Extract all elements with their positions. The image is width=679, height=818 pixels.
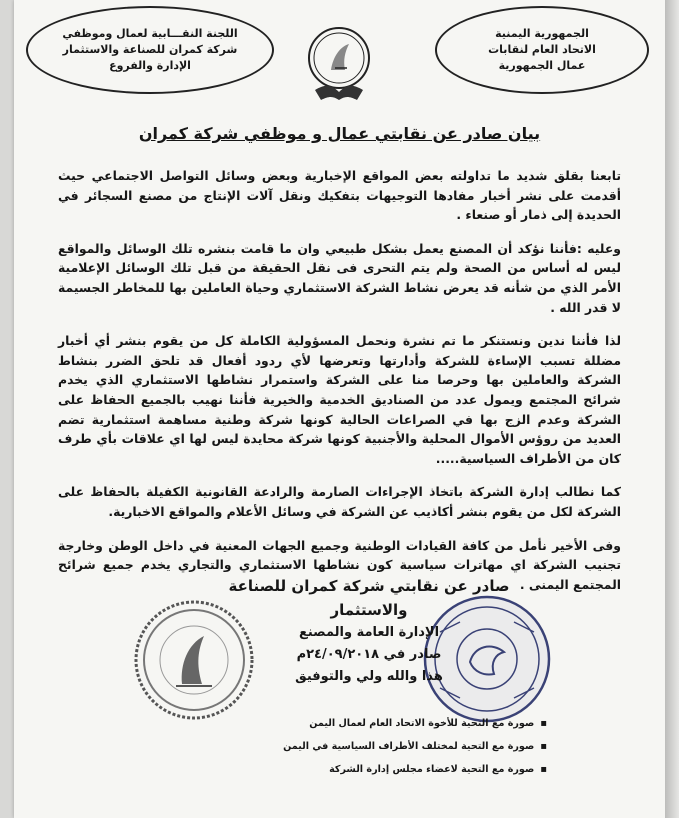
signature-department: الإدارة العامة والمصنع xyxy=(298,625,440,640)
statement-body xyxy=(58,166,621,608)
union-emblem-logo xyxy=(301,20,377,106)
oval-line: الإدارة والفروع xyxy=(109,59,191,72)
paragraph: وفى الأخير نأمل من كافة القيادات الوطنية وجميع الجهات المعنية في داخل الوطن وخارجة تجنيب الشركة اي مهاترات سياسية كون نشاطها الاستثماري والتجاري يخدم جميع شرائح المجتمع اليمنى . xyxy=(58,537,621,592)
oval-line: اللجنة النقـــابية لعمال وموظفي xyxy=(62,27,238,40)
cc-item: ▪ صورة مع التحية لاعضاء مجلس إدارة الشركة xyxy=(247,758,547,781)
paragraph: وعليه :فأننا نؤكد أن المصنع يعمل بشكل طبيعي وان ما قامت بنشره تلك الوسائل والمواقع ليس له أساس من الصحة ولم يتم التحرى فى نقل الحقيقة من قبل تلك الوسائل الإعلامية الأمر الذي من شأنه قد يعرض نشاط الشركة الاستثماري وحياة العاملين بها للمخاطر الجسيمة لا قدر الله . xyxy=(58,240,621,315)
paragraph: لذا فأننا ندين ونستنكر ما تم نشرة ونحمل المسؤولية الكاملة كل من يقوم بنشر أي أخبار مضللة تسبب الإساءة للشركة وأدارتها وتعرضها لأي ردود أفعال قد تلحق الضرر بنشاط الشركة والعاملين بها وحرصا منا على الشركة واستمرار نشاطها الاستثماري الذي يخدم شرائح المجتمع ويمول عدد من الصناديق الخدمية والخيرية فأننا نهيب بالجميع الحفاظ على الشركة وعدم الزج بها في الصراعات الحالية كونها شركة وطنية مساهمة استثمارية تضم العديد من روؤس الأموال المحلية والأجنبية كونها شركة محايدة ليس لها اي علاقات بأي طرف كان من الأطراف السياسية..... xyxy=(58,333,621,466)
letter-sheet xyxy=(14,0,665,818)
paragraph: كما نطالب إدارة الشركة باتخاذ الإجراءات الصارمة والرادعة القانونية الكفيلة بالحفاظ على الشركة لكل من يقوم بنشر أكاذيب عن الشركة في وسائل الأعلام والمواقع الاخبارية. xyxy=(58,484,621,519)
cc-item: ▪ صورة مع التحية للأخوة الاتحاد العام لعمال اليمن xyxy=(247,712,547,735)
cc-list xyxy=(247,712,547,781)
header-oval-union-committee xyxy=(26,6,274,94)
signature-date: صادر في ٢٤/٠٩/٢٠١٨م xyxy=(296,647,442,662)
statement-title: بيان صادر عن نقابتي عمال و موظفي شركة كمران xyxy=(138,124,541,143)
oval-line: شركة كمران للصناعة والاستثمار xyxy=(62,43,238,56)
oval-line: عمال الجمهورية xyxy=(498,59,586,72)
oval-line: الاتحاد العام لنقابات xyxy=(488,43,596,56)
page-edge-shadow xyxy=(665,0,679,818)
header-oval-republic xyxy=(435,6,649,94)
signature-block xyxy=(214,574,524,688)
paragraph: تابعنا بقلق شديد ما تداولته بعض المواقع الإخبارية وبعض وسائل التواصل الاجتماعي حيث أقدمت على نشر أخبار مفادها التوجيهات بتفكيك ونقل آلات الإنتاج من مصنع السجائر في الحديدة إلى ذمار أو صنعاء . xyxy=(58,168,621,223)
oval-line: الجمهورية اليمنية xyxy=(495,27,589,40)
signature-issuer: صادر عن نقابتي شركة كمران للصناعة والاستثمار xyxy=(228,577,510,619)
cc-item: ▪ صورة مع التحية لمختلف الأطراف السياسية في اليمن xyxy=(247,735,547,758)
signature-closing: هذا والله ولي والتوفيق xyxy=(295,669,443,684)
